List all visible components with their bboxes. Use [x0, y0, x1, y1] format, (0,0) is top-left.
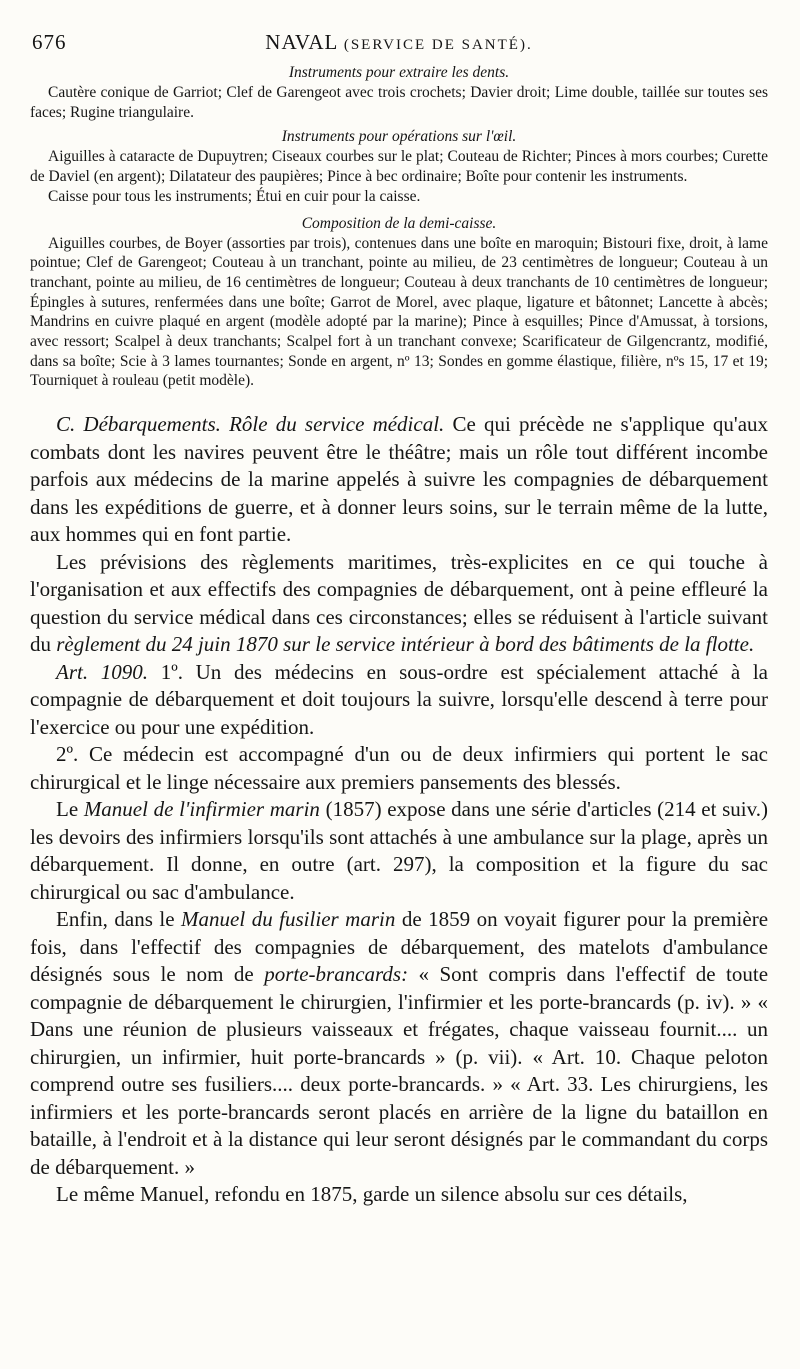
section-eye-instruments [30, 126, 768, 206]
paragraph [30, 741, 768, 796]
paragraph-text: « Sont compris dans l'effectif de toute compagnie de débarquement le chirurgien, l'infirmier et les porte-brancards (p. iv). » « Dans une réunion de plusieurs vaisseaux et frégates, chaque vaisseau fournit.... un chirurgien, un infirmier, huit porte-brancards » (p. vii). « Art. 10. Chaque peloton comprend outre ses fusiliers.... deux porte-brancards. » « Art. 33. Les chirurgiens, les infirmiers et les porte-brancards seront placés en arrière de la ligne du bataillon en bataille, à l'endroit et à la distance qui leur seront désignés par le commandant du corps de débarquement. » [30, 962, 769, 1179]
section-label: C. Débarquements. [56, 412, 221, 437]
paragraph [30, 906, 768, 1181]
paragraph [30, 411, 768, 549]
paragraph-text: 2º. Ce médecin est accompagné d'un ou de deux infirmiers qui portent le sac chirurgical et le linge nécessaire aux premiers pansements des blessés. [30, 742, 768, 794]
header-subtitle: (SERVICE DE SANTÉ). [343, 37, 533, 53]
paragraph-text: Les prévisions des règlements maritimes, très-explicites en ce qui touche à l'organisation et aux effectifs des compagnies de débarquement, ont à peine effleuré la question du service médical dans ces circonstances; elles se réduisent à l'article suivant du [30, 549, 768, 657]
paragraph-text: (1857) expose dans une série d'articles (214 et suiv.) les devoirs des infirmiers lorsqu'ils sont attachés à une ambulance sur la plage, après un débarquement. Il donne, en outre (art. 297), la composition et la figure du sac chirurgical ou sac d'ambulance. [30, 797, 769, 904]
paragraph-text: Ce qui précède ne s'applique qu'aux combats dont les navires peuvent être le théâtre; mais un rôle tout différent incombe parfois aux médecins de la marine appelés à suivre les compagnies de débarquement dans les expéditions de guerre, et à donner leurs soins, sur le terrain même de la lutte, aux hommes qui en font partie. [30, 412, 769, 547]
section-text: Aiguilles courbes, de Boyer (assorties par trois), contenues dans une boîte en maroquin; Bistouri fixe, droit, à lame pointue; Clef de Garengeot; Couteau à un tranchant, pointe au milieu, de 23 centimètres de longueur; Couteau à un tranchant, pointe au milieu, de 16 centimètres de longueur; Couteau à deux tranchants de 10 centimètres de longueur; Épingles à sutures, renfermées dans une boîte; Garrot de Morel, avec plaque, ligature et bâtonnet; Lancette à abcès; Mandrins en cuivre plaqué en argent (modèle adopté par la marine); Pince à esquilles; Pince d'Amussat, à torsions, avec ressort; Scalpel à deux tranchants; Scalpel fort à un tranchant convexe; Scarificateur de Gilgencrantz, modifié, dans sa boîte; Scie à 3 lames tournantes; Sonde en argent, nº 13; Sondes en gomme élastique, filière, nºs 15, 17 et 19; Tourniquet à rouleau (petit modèle). [30, 234, 768, 390]
section-teeth-instruments [30, 62, 768, 122]
section-text: Caisse pour tous les instruments; Étui en cuir pour la caisse. [48, 187, 421, 205]
main-text [30, 411, 768, 1209]
section-heading: Instruments pour opérations sur l'œil. [281, 128, 517, 146]
paragraph-text: Enfin, dans le [56, 907, 175, 932]
paragraph [30, 796, 768, 906]
regulation-reference: règlement du 24 juin 1870 sur le service intérieur à bord des bâtiments de la flotte. [56, 632, 755, 657]
section-demi-caisse [30, 213, 768, 392]
section-text: Cautère conique de Garriot; Clef de Garengeot avec trois crochets; Davier droit; Lime double, taillée sur toutes ses faces; Rugine triangulaire. [30, 84, 768, 121]
page-number: 676 [32, 30, 67, 54]
manual-reference: Manuel du fusilier marin [181, 907, 396, 932]
paragraph-text: Le même Manuel, refondu en 1875, garde un silence absolu sur ces détails, [56, 1182, 688, 1207]
term: porte-brancards: [264, 962, 409, 987]
manual-reference: Manuel de l'infirmier marin [83, 797, 320, 822]
paragraph [30, 549, 768, 659]
paragraph [30, 1181, 768, 1209]
running-title [30, 30, 768, 55]
header-title: NAVAL [265, 30, 338, 54]
paragraph-text: 1º. Un des médecins en sous-ordre est spécialement attaché à la compagnie de débarquement et doit toujours la suivre, lorsqu'elle descend à terre pour l'exercice ou pour une expédition. [30, 659, 769, 739]
paragraph-text: de 1859 on voyait figurer pour la première fois, dans l'effectif des compagnies de débarquement, des matelots d'ambulance désignés sous le nom de [30, 907, 769, 987]
section-title: Rôle du service médical. [229, 412, 445, 437]
section-heading: Instruments pour extraire les dents. [288, 64, 510, 81]
running-header [30, 30, 768, 60]
section-heading: Composition de la demi-caisse. [301, 214, 497, 232]
section-text: Aiguilles à cataracte de Dupuytren; Ciseaux courbes sur le plat; Couteau de Richter; Pinces à mors courbes; Curette de Daviel (en argent); Dilatateur des paupières; Pince à bec ordinaire; Boîte pour contenir les instruments. [30, 148, 768, 186]
paragraph-text: Le [56, 797, 79, 822]
paragraph [30, 659, 768, 742]
article-label: Art. 1090. [56, 659, 149, 684]
